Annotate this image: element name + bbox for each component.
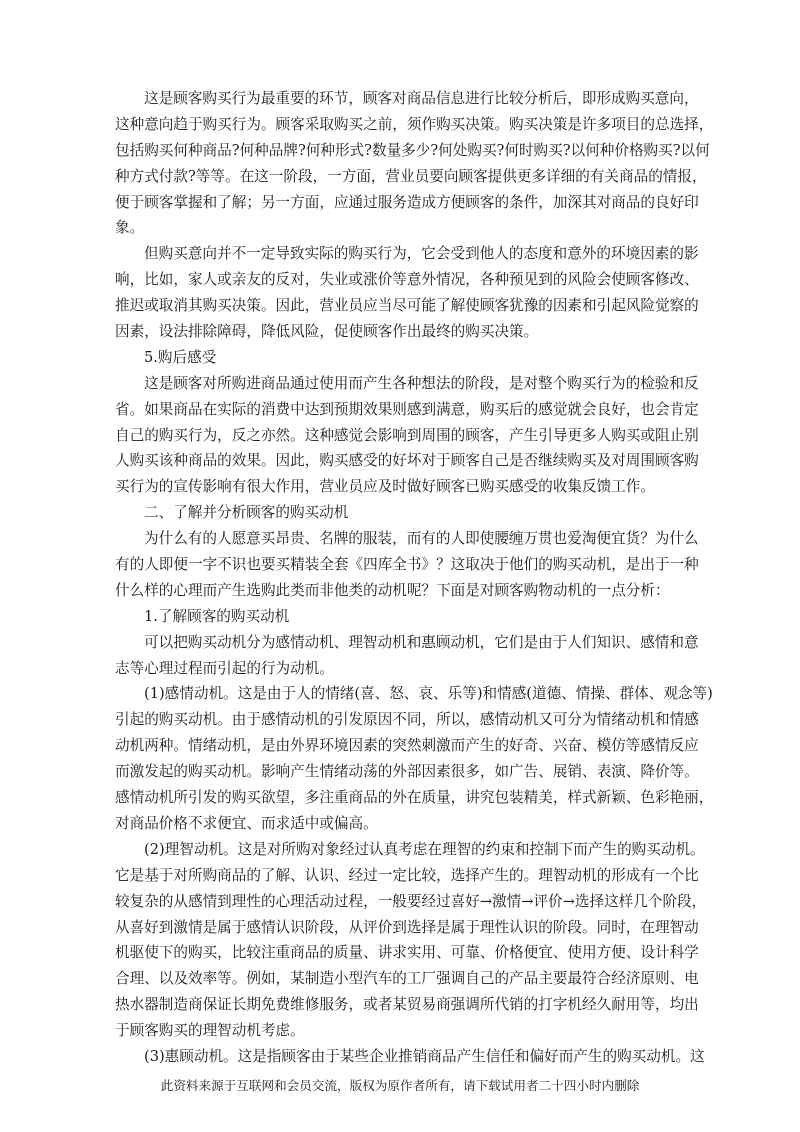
text-line: 志等心理过程而引起的行为动机。 [115,659,334,677]
page-footer-disclaimer: 此资料来源于互联网和会员交流，版权为原作者所有，请下载试用者二十四小时内删除 [160,1078,640,1093]
text-line: 可以把购买动机分为感情动机、理智动机和惠顾动机，它们是由于人们知识、感情和意 [144,633,699,651]
text-line: 便于顾客掌握和了解；另一方面，应通过服务造成方便顾客的条件，加深其对商品的良好印 [115,193,699,211]
text-line: 动机两种。情绪动机，是由外界环境因素的突然刺激而产生的好奇、兴奋、模仿等感情反应 [115,737,699,755]
text-line: 省。如果商品在实际的消费中达到预期效果则感到满意，购买后的感觉就会良好，也会肯定 [115,400,699,418]
text-line: 为什么有的人愿意买昂贵、名牌的服装，而有的人即使腰缠万贯也爱淘便宜货？为什么 [144,530,699,548]
text-line: 买行为的宣传影响有很大作用，营业员应及时做好顾客已购买感受的收集反馈工作。 [115,478,655,496]
text-line: 什么样的心理而产生选购此类而非他类的动机呢？下面是对顾客购物动机的一点分析： [115,581,670,599]
text-line: (2)理智动机。这是对所购对象经过认真考虑在理智的约束和控制下而产生的购买动机。 [144,840,705,858]
text-line: 对商品价格不求便宜、而求适中或偏高。 [115,814,378,832]
text-line: 包括购买何种商品?何种品牌?何种形式?数量多少?何处购买?何时购买?以何种价格购买?以何 [115,141,710,159]
text-line: 种方式付款?等等。在这一阶段，一方面，营业员要向顾客提供更多详细的有关商品的情报， [115,167,707,185]
text-line: 响，比如，家人或亲友的反对，失业或涨价等意外情况，各种预见到的风险会使顾客修改、 [115,271,699,289]
text-line: 这种意向趋于购买行为。顾客采取购买之前，须作购买决策。购买决策是许多项目的总选择， [115,115,714,133]
text-line: 象。 [115,219,145,237]
text-line: 自己的购买行为，反之亦然。这种感觉会影响到周围的顾客，产生引导更多人购买或阻止别 [115,426,699,444]
text-line: 感情动机所引发的购买欲望，多注重商品的外在质量，讲究包装精美，样式新颖、色彩艳丽， [115,789,714,807]
text-line: 人购买该种商品的效果。因此，购买感受的好坏对于顾客自己是否继续购买及对周围顾客购 [115,452,699,470]
text-line: 这是顾客购买行为最重要的环节，顾客对商品信息进行比较分析后，即形成购买意向， [144,90,699,107]
text-line: 引起的购买动机。由于感情动机的引发原因不同，所以，感情动机又可分为情绪动机和情感 [115,711,699,729]
text-line: (3)惠顾动机。这是指顾客由于某些企业推销商品产生信任和偏好而产生的购买动机。这 [144,1047,705,1065]
text-line: 合理、以及效率等。例如，某制造小型汽车的工厂强调自己的产品主要最符合经济原则、电 [115,970,699,988]
text-line: 这是顾客对所购进商品通过使用而产生各种想法的阶段，是对整个购买行为的检验和反 [144,374,699,392]
text-line: 有的人即便一字不识也要买精装全套《四库全书》？这取决于他们的购买动机，是出于一种 [115,556,699,574]
text-line: 它是基于对所购商品的了解、认识、经过一定比较，选择产生的。理智动机的形成有一个比 [115,866,699,884]
text-line: 于顾客购买的理智动机考虑。 [115,1022,305,1040]
text-line: 从喜好到激情是属于感情认识阶段，从评价到选择是属于理性认识的阶段。同时，在理智动 [115,918,699,936]
text-line: 但购买意向并不一定导致实际的购买行为，它会受到他人的态度和意外的环境因素的影 [144,245,699,263]
section-heading: 二、了解并分析顾客的购买动机 [144,504,349,522]
section-heading: 5.购后感受 [144,348,217,366]
text-line: 推迟或取消其购买决策。因此，营业员应当尽可能了解使顾客犹豫的因素和引起风险觉察的 [115,297,699,315]
document-page [115,86,714,1070]
text-line: (1)感情动机。这是由于人的情绪(喜、怒、哀、乐等)和情感(道德、情操、群体、观念等) [144,685,713,703]
text-line: 而激发起的购买动机。影响产生情绪动荡的外部因素很多，如广告、展销、表演、降价等。 [115,763,699,781]
text-line: 机驱使下的购买，比较注重商品的质量、讲求实用、可靠、价格便宜、使用方便、设计科学 [115,944,699,962]
text-line: 因素，设法排除障碍，降低风险，促使顾客作出最终的购买决策。 [115,323,539,341]
text-line: 较复杂的从感情到理性的心理活动过程，一般要经过喜好→激情→评价→选择这样几个阶段， [115,892,707,910]
text-line: 热水器制造商保证长期免费维修服务，或者某贸易商强调所代销的打字机经久耐用等，均出 [115,996,699,1014]
subsection-heading: 1.了解顾客的购买动机 [144,607,290,625]
